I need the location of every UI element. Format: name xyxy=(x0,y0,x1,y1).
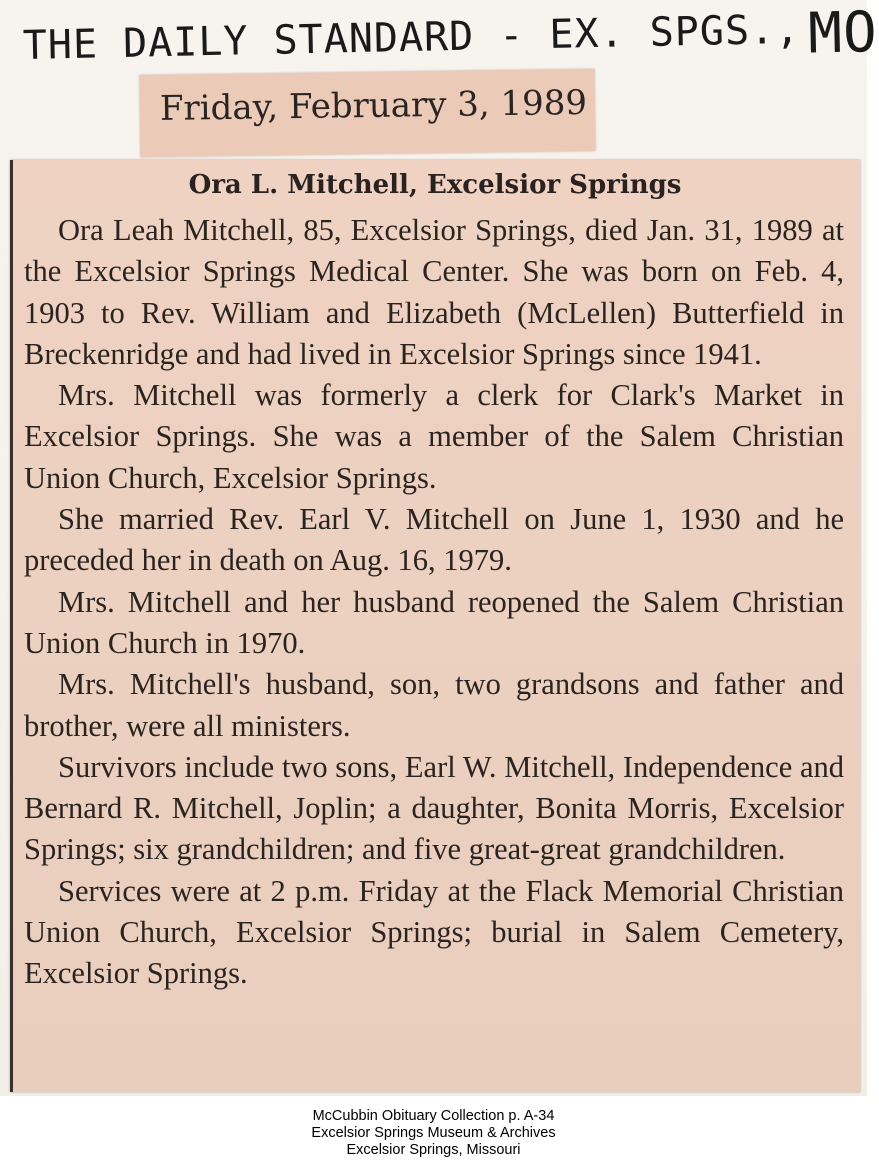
date-clipping xyxy=(139,69,595,157)
obituary-paragraph: Ora Leah Mitchell, 85, Excelsior Springs, died Jan. 31, 1989 at the Excelsior Springs Medical Center. She was born on Feb. 4, 1903 to Rev. William and Elizabeth (McLellen) Butterfield in Breckenridge and had lived in Excelsior Springs since 1941. xyxy=(24,213,844,371)
caption-line-museum: Excelsior Springs Museum & Archives xyxy=(311,1125,556,1141)
obituary-paragraph: Mrs. Mitchell and her husband reopened the Salem Christian Union Church in 1970. xyxy=(24,584,844,660)
collection-caption xyxy=(0,1108,867,1159)
obituary-paragraph: Mrs. Mitchell's husband, son, two grandsons and father and brother, were all ministers. xyxy=(24,667,844,743)
clipping-edge xyxy=(10,160,13,1092)
publication-date: Friday, February 3, 1989 xyxy=(159,82,588,129)
obituary-paragraph: She married Rev. Earl V. Mitchell on June 1, 1930 and he preceded her in death on Aug. 16, 1979. xyxy=(24,502,844,578)
obituary-headline: Ora L. Mitchell, Excelsior Springs xyxy=(188,170,682,200)
obituary-body xyxy=(24,210,844,995)
handwritten-paper-name: THE DAILY STANDARD - EX. SPGS., xyxy=(22,6,801,69)
handwritten-state: MO xyxy=(807,0,879,67)
caption-line-collection: McCubbin Obituary Collection p. A-34 xyxy=(312,1108,555,1124)
obituary-paragraph: Survivors include two sons, Earl W. Mitchell, Independence and Bernard R. Mitchell, Joplin; a daughter, Bonita Morris, Excelsior Springs; six grandchildren; and five great-great grandchildren. xyxy=(24,749,844,867)
obituary-clipping xyxy=(10,160,860,1092)
caption-line-location: Excelsior Springs, Missouri xyxy=(346,1142,521,1158)
obituary-paragraph: Mrs. Mitchell was formerly a clerk for Clark's Market in Excelsior Springs. She was a member of the Salem Christian Union Church, Excelsior Springs. xyxy=(24,378,844,495)
obituary-paragraph: Services were at 2 p.m. Friday at the Flack Memorial Christian Union Church, Excelsior Springs; burial in Salem Cemetery, Excelsior Springs. xyxy=(24,873,844,991)
